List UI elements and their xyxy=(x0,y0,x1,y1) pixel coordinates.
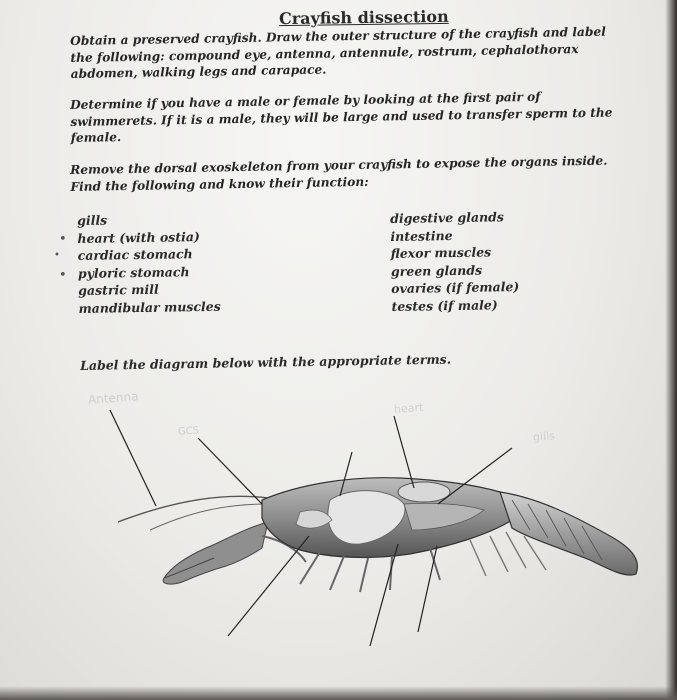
term-item: gills xyxy=(77,212,108,228)
photo-edge-shadow xyxy=(665,0,677,700)
pencil-note: gills xyxy=(532,429,556,444)
terms-list-left xyxy=(77,210,221,318)
term-item: ovaries (if female) xyxy=(391,279,520,297)
term-item: digestive glands xyxy=(390,209,505,226)
instruction-paragraph-3: Remove the dorsal exoskeleton from your crayfish to expose the organs inside. Find the following and know their function: xyxy=(70,153,608,194)
pencil-note: heart xyxy=(393,400,424,417)
term-item: cardiac stomach xyxy=(77,246,193,264)
worksheet-title: Crayfish dissection xyxy=(278,6,449,29)
term-item: green glands xyxy=(390,262,483,279)
term-item: intestine xyxy=(390,227,453,244)
term-item: heart (with ostia) xyxy=(77,228,200,246)
pen-mark-dot: • xyxy=(59,232,67,247)
term-item: pyloric stomach xyxy=(77,264,190,281)
crayfish-diagram xyxy=(0,380,677,680)
term-item: testes (if male) xyxy=(391,297,498,314)
pencil-note: GCS xyxy=(177,425,200,438)
pencil-note: Antenna xyxy=(87,389,139,407)
term-item: flexor muscles xyxy=(390,244,492,262)
instruction-paragraph-2: Determine if you have a male or female by looking at the first pair of swimmerets. If it is a male, they will be large and used to transfer sperm to the female. xyxy=(70,89,613,145)
photo-edge-shadow xyxy=(0,686,677,700)
pen-mark-dot: • xyxy=(59,268,67,283)
diagram-prompt: Label the diagram below with the appropriate terms. xyxy=(80,351,452,373)
term-item: gastric mill xyxy=(78,282,159,299)
terms-list-right xyxy=(390,208,520,316)
term-item: mandibular muscles xyxy=(78,298,221,316)
instruction-paragraph-1: Obtain a preserved crayfish. Draw the outer structure of the crayfish and label the following: compound eye, antenna, antennule, rostrum, cephalothorax abdomen, walking legs and carapace. xyxy=(70,24,606,81)
pen-mark-dot: • xyxy=(54,250,60,261)
